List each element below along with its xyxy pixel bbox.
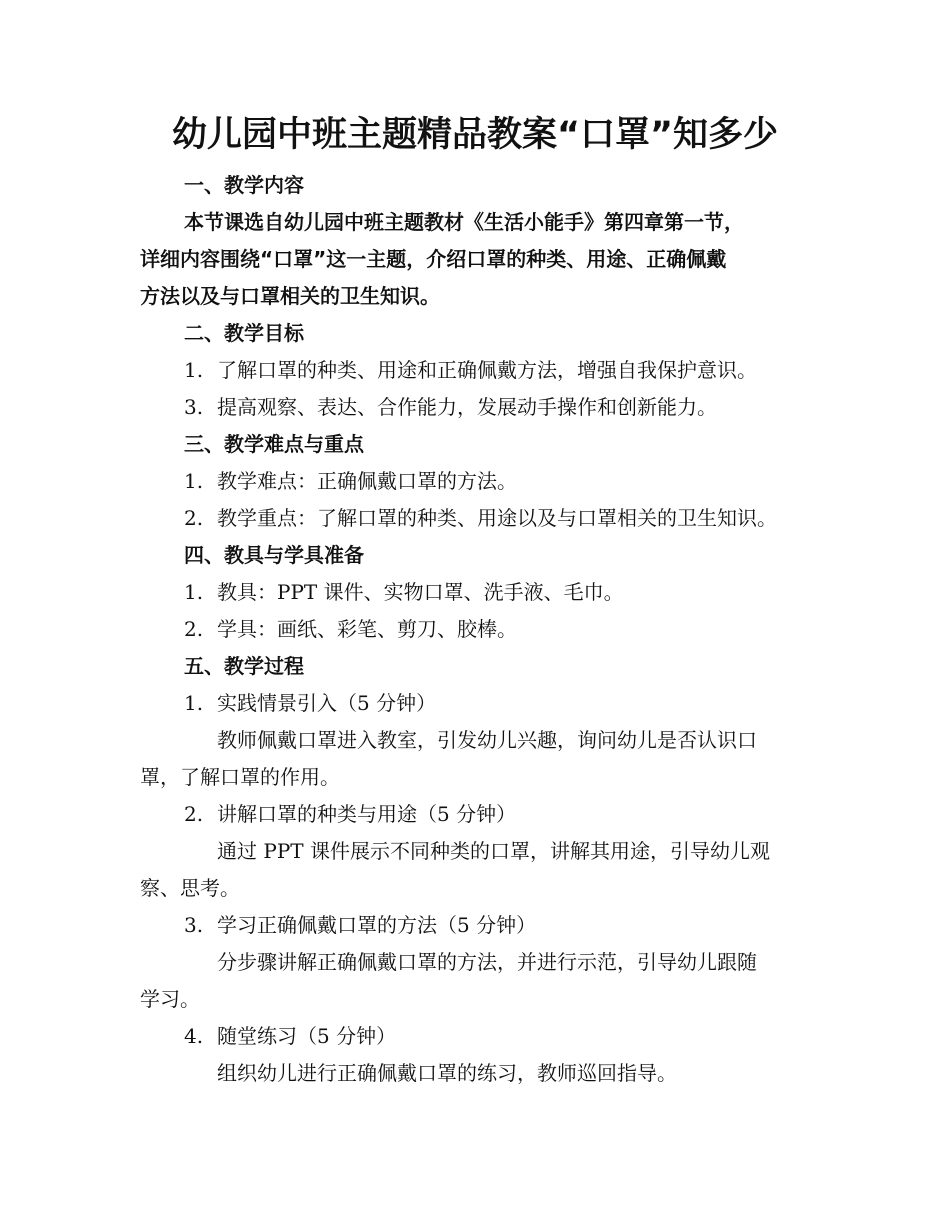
step-title-text: 随堂练习（5 分钟） bbox=[217, 1024, 397, 1048]
step-description-line: 学习。 bbox=[140, 987, 200, 1011]
list-number: 1. bbox=[184, 358, 204, 382]
list-text: 教学难点：正确佩戴口罩的方法。 bbox=[217, 469, 517, 493]
list-item bbox=[140, 352, 830, 389]
step-title bbox=[140, 685, 830, 722]
section-heading: 三、教学难点与重点 bbox=[184, 432, 364, 456]
step-description-line: 教师佩戴口罩进入教室，引发幼儿兴趣，询问幼儿是否认识口 bbox=[217, 728, 757, 752]
step-title bbox=[140, 907, 830, 944]
list-text: 提高观察、表达、合作能力，发展动手操作和创新能力。 bbox=[217, 395, 717, 419]
step-description-line: 罩，了解口罩的作用。 bbox=[140, 765, 340, 789]
list-item bbox=[140, 500, 830, 537]
step-title bbox=[140, 796, 830, 833]
list-item bbox=[140, 389, 830, 426]
list-text: 教学重点：了解口罩的种类、用途以及与口罩相关的卫生知识。 bbox=[217, 506, 777, 530]
list-number: 1. bbox=[184, 580, 204, 604]
paragraph-line: 详细内容围绕“口罩”这一主题，介绍口罩的种类、用途、正确佩戴 bbox=[140, 247, 727, 271]
step-title-text: 学习正确佩戴口罩的方法（5 分钟） bbox=[217, 913, 537, 937]
step-description-line: 分步骤讲解正确佩戴口罩的方法，并进行示范，引导幼儿跟随 bbox=[217, 950, 757, 974]
list-text: 了解口罩的种类、用途和正确佩戴方法，增强自我保护意识。 bbox=[217, 358, 757, 382]
step-number: 1. bbox=[184, 691, 204, 715]
list-number: 2. bbox=[184, 617, 204, 641]
list-item bbox=[140, 574, 830, 611]
list-number: 2. bbox=[184, 506, 204, 530]
section-heading: 四、教具与学具准备 bbox=[184, 543, 364, 567]
paragraph-line: 本节课选自幼儿园中班主题教材《生活小能手》第四章第一节， bbox=[184, 210, 744, 234]
list-text: 教具：PPT 课件、实物口罩、洗手液、毛巾。 bbox=[217, 580, 624, 604]
section-heading: 二、教学目标 bbox=[184, 321, 304, 345]
step-description-line: 组织幼儿进行正确佩戴口罩的练习，教师巡回指导。 bbox=[217, 1061, 677, 1085]
list-number: 3. bbox=[184, 395, 204, 419]
step-number: 3. bbox=[184, 913, 204, 937]
section-heading: 五、教学过程 bbox=[184, 654, 304, 678]
step-title-text: 讲解口罩的种类与用途（5 分钟） bbox=[217, 802, 517, 826]
step-number: 4. bbox=[184, 1024, 204, 1048]
step-title-text: 实践情景引入（5 分钟） bbox=[217, 691, 437, 715]
section-heading: 一、教学内容 bbox=[184, 173, 304, 197]
step-title bbox=[140, 1018, 830, 1055]
list-number: 1. bbox=[184, 469, 204, 493]
list-item bbox=[140, 611, 830, 648]
list-text: 学具：画纸、彩笔、剪刀、胶棒。 bbox=[217, 617, 517, 641]
step-description-line: 通过 PPT 课件展示不同种类的口罩，讲解其用途，引导幼儿观 bbox=[217, 839, 770, 863]
paragraph-line: 方法以及与口罩相关的卫生知识。 bbox=[140, 284, 440, 308]
step-description-line: 察、思考。 bbox=[140, 876, 240, 900]
document-body bbox=[140, 167, 830, 1092]
step-number: 2. bbox=[184, 802, 204, 826]
list-item bbox=[140, 463, 830, 500]
page-title: 幼儿园中班主题精品教案“口罩”知多少 bbox=[171, 115, 778, 155]
